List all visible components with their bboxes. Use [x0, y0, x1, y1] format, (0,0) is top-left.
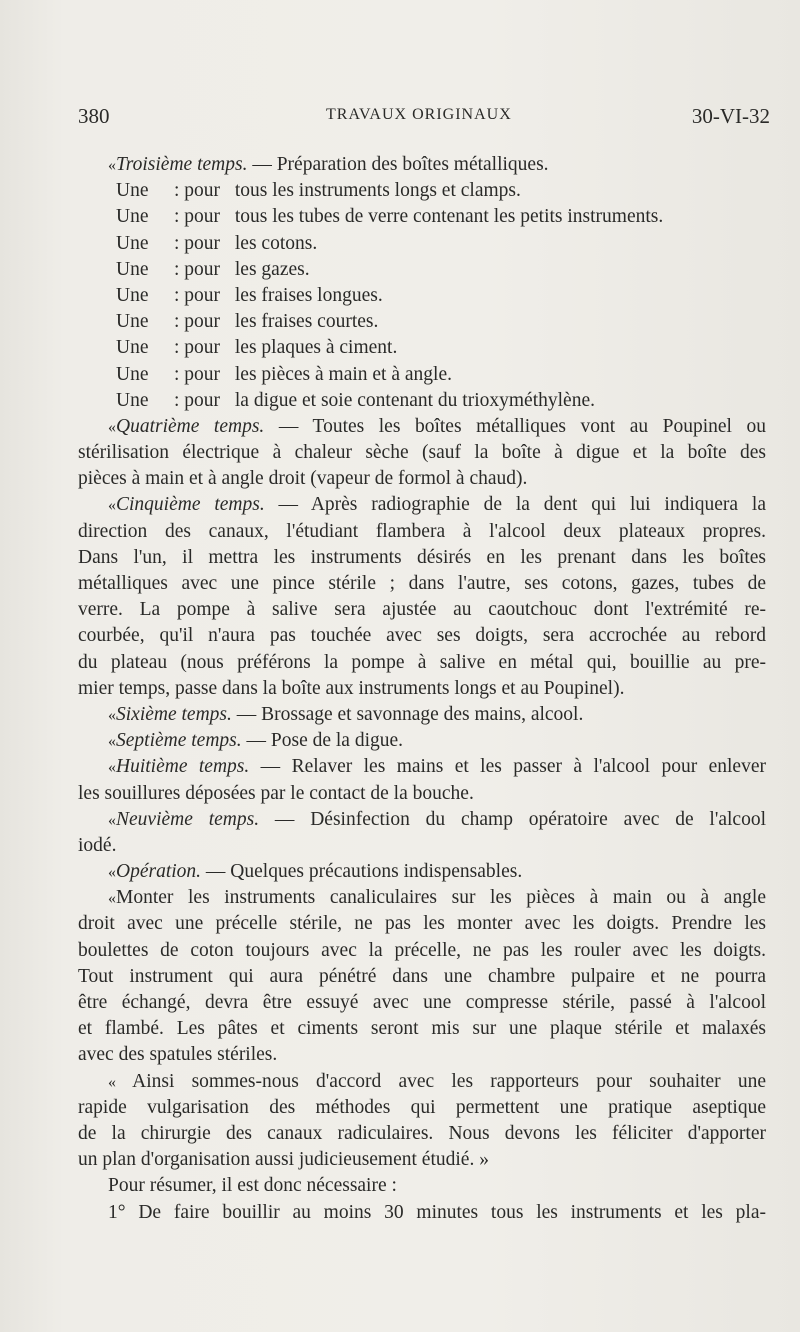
paragraph-neuvieme-temps: «Neuvième temps. — Désinfection du champ opératoire avec de l'alcool iodé. [78, 808, 766, 856]
list-item: Une : pour les fraises longues. [116, 284, 383, 306]
paragraph-operation: «Opération. — Quelques précautions indispensables. [108, 861, 523, 883]
paragraph-sixieme-temps: «Sixième temps. — Brossage et savonnage des mains, alcool. [108, 703, 584, 725]
list-item: Une : pour la digue et soie contenant du trioxyméthylène. [116, 389, 595, 411]
paragraph-pour-resumer: Pour résumer, il est donc nécessaire : [108, 1175, 397, 1197]
paragraph-point-1: 1° De faire bouillir au moins 30 minutes tous les instruments et les pla- [108, 1201, 766, 1223]
paragraph-septieme-temps: «Septième temps. — Pose de la digue. [108, 730, 404, 752]
running-title: TRAVAUX ORIGINAUX [326, 106, 512, 123]
issue-date: 30-VI-32 [691, 104, 770, 128]
running-header [78, 104, 790, 134]
body-text [78, 152, 766, 1226]
box-list [78, 178, 766, 414]
list-item: Une : pour les fraises courtes. [116, 311, 379, 333]
paragraph-cinquieme-temps: «Cinquième temps. — Après radiographie de la dent qui lui indiquera la direction des canaux, l'étudiant flambera à l'alcool deux plateaux propres. Dans l'un, il mettra les instruments désirés en les prenant dans les boîtes métalliques avec une pince stérile ; dans l'autre, ses cotons, gazes, tubes de verre. La pompe à salive sera ajustée au caoutchouc dont l'extrémité re- courbée, qu'il n'aura pas touchée avec ses doigts, sera accrochée au rebord du plateau (nous préférons la pompe à salive en métal qui, bouillie au pre- mier temps, passe dans la boîte aux instruments longs et au Poupinel). [78, 494, 766, 699]
list-item: Une : pour tous les instruments longs et clamps. [116, 180, 521, 202]
paragraph-troisieme-temps: «Troisième temps. — Préparation des boîtes métalliques. [108, 154, 549, 175]
list-item: Une : pour les gazes. [116, 258, 310, 280]
paragraph-monter-instruments: «Monter les instruments canaliculaires sur les pièces à main ou à angle droit avec une précelle stérile, ne pas les monter avec les doigts. Prendre les boulettes de coton toujours avec la précelle, ne pas les rouler avec les doigts. Tout instrument qui aura pénétré dans une chambre pulpaire et ne pourra être échangé, devra être essuyé avec une compresse stérile, passé à l'alcool et flambé. Les pâtes et ciments seront mis sur une plaque stérile et malaxés avec des spatules stériles. [78, 887, 766, 1066]
page-number: 380 [78, 104, 110, 128]
list-item: Une : pour les cotons. [116, 232, 318, 254]
list-item: Une : pour tous les tubes de verre contenant les petits instruments. [116, 206, 664, 228]
list-item: Une : pour les plaques à ciment. [116, 337, 398, 359]
paragraph-ainsi-sommes-nous: « Ainsi sommes-nous d'accord avec les rapporteurs pour souhaiter une rapide vulgarisation des méthodes qui permettent une pratique aseptique de la chirurgie des canaux radiculaires. Nous devons les féliciter d'apporter un plan d'organisation aussi judicieusement étudié. » [78, 1070, 766, 1171]
paragraph-quatrieme-temps: «Quatrième temps. — Toutes les boîtes métalliques vont au Poupinel ou stérilisation électrique à chaleur sèche (sauf la boîte à digue et la boîte des pièces à main et à angle droit (vapeur de formol à chaud). [78, 415, 766, 490]
paragraph-huitieme-temps: «Huitième temps. — Relaver les mains et les passer à l'alcool pour enlever les souillures déposées par le contact de la bouche. [78, 756, 766, 804]
list-item: Une : pour les pièces à main et à angle. [116, 363, 452, 385]
